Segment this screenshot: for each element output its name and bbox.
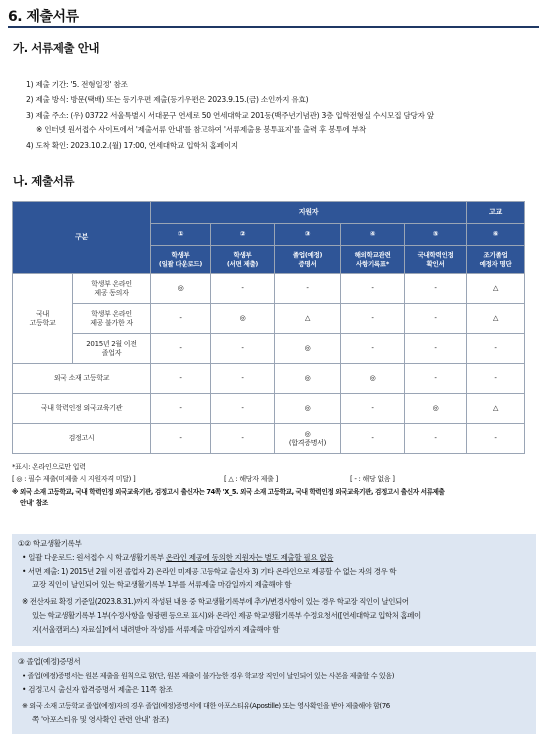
box1-line2: • 서면 제출: 1) 2015년 2월 이전 졸업자 2) 온라인 미제공 고등학교 출신자 3) 기타 온라인으로 제공할 수 없는 자의 경우 학 bbox=[22, 567, 397, 576]
table-row bbox=[13, 424, 525, 454]
col-num-6: ⑥ bbox=[467, 224, 525, 246]
row-label: 국내 학력인정 외국교육기관 bbox=[13, 394, 151, 424]
col-num-3: ③ bbox=[275, 224, 341, 246]
arrival-check: 4) 도착 확인: 2023.10.2.(월) 17:00, 연세대학교 입학처 홈페이지 bbox=[26, 141, 238, 150]
submission-address: 3) 제출 주소: (우) 03722 서울특별시 서대문구 연세로 50 연세대학교 201동(백주년기념관) 3층 입학전형실 수시모집 담당자 앞 bbox=[26, 111, 434, 120]
col-label-3: 졸업(예정) 증명서 bbox=[275, 246, 341, 274]
table-cell: - bbox=[151, 424, 211, 454]
table-cell: - bbox=[341, 394, 405, 424]
table-cell: - bbox=[467, 364, 525, 394]
table-cell: - bbox=[467, 334, 525, 364]
table-cell: ◎ bbox=[341, 364, 405, 394]
legend-conditional: [ △ : 해당자 제출 ] bbox=[224, 475, 278, 483]
table-row bbox=[13, 364, 525, 394]
student-record-box bbox=[12, 534, 536, 646]
table-cell: - bbox=[151, 304, 211, 334]
box1-line1: • 일괄 다운로드: 원서접수 시 학교생활기록부 온라인 제공에 동의한 지원자는 별도 제출할 필요 없음 bbox=[22, 553, 334, 562]
col-label-6: 조기졸업 예정자 명단 bbox=[467, 246, 525, 274]
row-label: 검정고시 bbox=[13, 424, 151, 454]
header-gubun: 구분 bbox=[13, 202, 151, 274]
table-cell: - bbox=[151, 334, 211, 364]
note-online-only: *표시: 온라인으로만 입력 bbox=[12, 463, 86, 471]
col-label-4: 해외학교관련 사항기록표* bbox=[341, 246, 405, 274]
box1-title: ①② 학교생활기록부 bbox=[18, 539, 82, 548]
table-cell: - bbox=[211, 274, 275, 304]
col-num-1: ① bbox=[151, 224, 211, 246]
title-divider bbox=[8, 26, 539, 28]
table-cell: ◎ bbox=[405, 394, 467, 424]
col-num-5: ⑤ bbox=[405, 224, 467, 246]
section-b-title: 나. 제출서류 bbox=[13, 174, 75, 188]
table-cell: - bbox=[275, 274, 341, 304]
col-label-1: 학생부 (일괄 다운로드) bbox=[151, 246, 211, 274]
envelope-note: ※ 인터넷 원서접수 사이트에서 '제출서류 안내'를 참고하여 '서류제출용 봉투표지'를 출력 후 봉투에 부착 bbox=[36, 125, 366, 134]
table-cell: - bbox=[211, 334, 275, 364]
box2-line3: ※ 외국 소재 고등학교 졸업(예정)자의 경우 졸업(예정)증명서에 대한 아포스티유(Apostille) 또는 영사확인을 받아 제출해야 함(76 bbox=[22, 701, 390, 710]
table-cell: ◎ bbox=[275, 364, 341, 394]
header-applicant: 지원자 bbox=[151, 202, 467, 224]
box2-line4: 쪽 '아포스티유 및 영사확인 관련 안내' 참조) bbox=[32, 715, 169, 724]
graduation-cert-box bbox=[12, 652, 536, 734]
note-foreign-schools-cont: 안내' 참조 bbox=[20, 499, 48, 507]
col-label-5: 국내학력인정 확인서 bbox=[405, 246, 467, 274]
row-label: 2015년 2월 이전 졸업자 bbox=[73, 334, 151, 364]
note-foreign-schools: ※ 외국 소재 고등학교, 국내 학력인정 외국교육기관, 검정고시 출신자는 74쪽 'X_5. 외국 소재 고등학교, 국내 학력인정 외국교육기관, 검정고시 출신자 서류제출 bbox=[12, 488, 445, 496]
table-cell: ◎ bbox=[211, 304, 275, 334]
submission-period: 1) 제출 기간: '5. 전형일정' 참조 bbox=[26, 80, 128, 89]
box1-line3: 교장 직인이 날인되어 있는 학교생활기록부 1부를 서류제출 마감일까지 제출해야 함 bbox=[32, 580, 292, 589]
table-cell: - bbox=[341, 274, 405, 304]
row-label: 학생부 온라인 제공 불가한 자 bbox=[73, 304, 151, 334]
box1-line4: ※ 전산자료 확정 기준일(2023.8.31.)까지 작성된 내용 중 학교생활기록부에 추가/변경사항이 있는 경우 학교장 직인이 날인되어 bbox=[22, 597, 409, 606]
table-cell: △ bbox=[275, 304, 341, 334]
table-row bbox=[13, 274, 525, 304]
table-cell: - bbox=[467, 424, 525, 454]
section-a-title: 가. 서류제출 안내 bbox=[13, 41, 100, 55]
col-label-2: 학생부 (서면 제출) bbox=[211, 246, 275, 274]
row-label: 학생부 온라인 제공 동의자 bbox=[73, 274, 151, 304]
table-cell: △ bbox=[467, 274, 525, 304]
submission-method: 2) 제출 방식: 방문(택배) 또는 등기우편 제출(등기우편은 2023.9.15.(금) 소인까지 유효) bbox=[26, 95, 309, 104]
legend-required: [ ◎ : 필수 제출(미제출 시 지원자격 미달) ] bbox=[12, 475, 136, 483]
table-cell: - bbox=[341, 304, 405, 334]
table-cell: ◎ bbox=[275, 334, 341, 364]
table-cell: ◎ bbox=[275, 394, 341, 424]
table-cell: - bbox=[211, 364, 275, 394]
table-cell: - bbox=[211, 424, 275, 454]
table-cell: △ bbox=[467, 304, 525, 334]
group-label-domestic: 국내 고등학교 bbox=[13, 274, 73, 364]
table-cell: - bbox=[405, 364, 467, 394]
col-num-4: ④ bbox=[341, 224, 405, 246]
table-cell: ◎ bbox=[151, 274, 211, 304]
legend-not-applicable: [ - : 해당 없음 ] bbox=[350, 475, 395, 483]
box1-line6: 지(서울캠퍼스) 자료실]에서 내려받아 작성)를 서류제출 마감일까지 제출해야 함 bbox=[32, 625, 280, 634]
table-cell: - bbox=[405, 304, 467, 334]
table-row bbox=[13, 334, 525, 364]
table-cell: - bbox=[341, 334, 405, 364]
box2-line1: • 졸업(예정)증명서는 원본 제출을 원칙으로 함(단, 원본 제출이 불가능한 경우 학교장 직인이 날인되어 있는 사본을 제출할 수 있음) bbox=[22, 671, 395, 680]
page-title: 6. 제출서류 bbox=[8, 9, 79, 25]
box1-line5: 있는 학교생활기록부 1부(수정사항을 형광펜 등으로 표시)와 온라인 제공 학교생활기록부 수정요청서([연세대학교 입학처 홈페이 bbox=[32, 611, 421, 620]
table-row bbox=[13, 304, 525, 334]
col-num-2: ② bbox=[211, 224, 275, 246]
table-cell: - bbox=[405, 274, 467, 304]
row-label: 외국 소재 고등학교 bbox=[13, 364, 151, 394]
table-cell: - bbox=[405, 334, 467, 364]
box2-line2: • 검정고시 출신자 합격증명서 제출은 11쪽 참조 bbox=[22, 685, 173, 694]
table-cell: △ bbox=[467, 394, 525, 424]
box2-title: ③ 졸업(예정)증명서 bbox=[18, 657, 81, 666]
table-cell: - bbox=[405, 424, 467, 454]
header-highschool: 고교 bbox=[467, 202, 525, 224]
table-cell: - bbox=[151, 364, 211, 394]
table-cell: - bbox=[211, 394, 275, 424]
table-row bbox=[13, 394, 525, 424]
table-cell: - bbox=[341, 424, 405, 454]
required-documents-table bbox=[12, 201, 525, 454]
table-cell: ◎ (합격증명서) bbox=[275, 424, 341, 454]
table-cell: - bbox=[151, 394, 211, 424]
